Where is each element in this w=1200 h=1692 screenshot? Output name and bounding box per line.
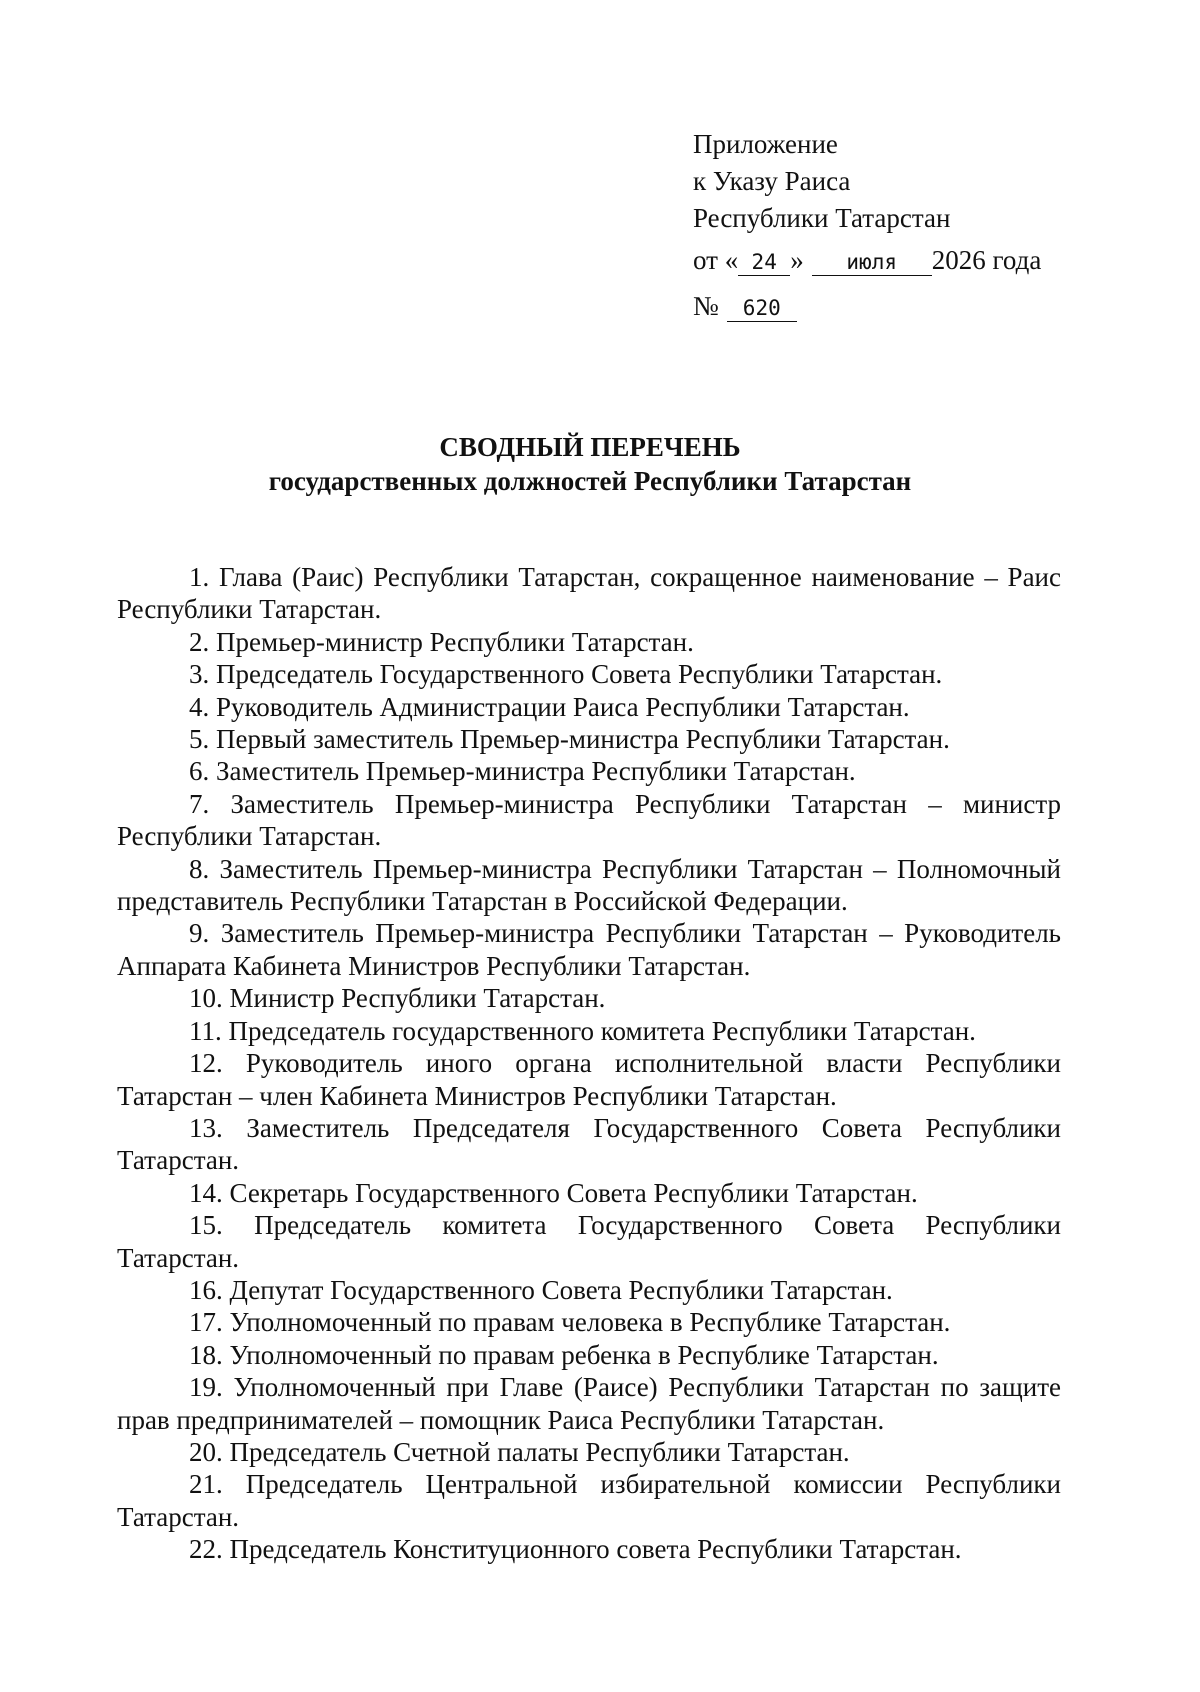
republic-name: Республики Татарстан (693, 203, 951, 233)
list-item: 12. Руководитель иного органа исполнительной власти Республики Татарстан – член Кабинета Министров Республики Татарстан. (117, 1048, 1061, 1111)
decree-number (693, 291, 797, 322)
list-item: 1. Глава (Раис) Республики Татарстан, сокращенное наименование – Раис Республики Татарстан. (117, 562, 1061, 625)
list-item: 16. Депутат Государственного Совета Республики Татарстан. (189, 1274, 893, 1305)
date-day: 24 (738, 249, 790, 276)
list-item: 3. Председатель Государственного Совета Республики Татарстан. (189, 659, 943, 690)
list-item: 8. Заместитель Премьер-министра Республики Татарстан – Полномочный представитель Республики Татарстан в Российской Федерации. (117, 853, 1061, 917)
list-item: 17. Уполномоченный по правам человека в Республике Татарстан. (189, 1307, 951, 1338)
list-item: 2. Премьер-министр Республики Татарстан. (189, 626, 694, 657)
appendix-block (693, 126, 1153, 237)
list-item: 11. Председатель государственного комитета Республики Татарстан. (189, 1015, 976, 1046)
list-item: 7. Заместитель Премьер-министра Республики Татарстан – министр Республики Татарстан. (117, 788, 1061, 852)
list-item: 20. Председатель Счетной палаты Республики Татарстан. (189, 1436, 850, 1467)
number-sign: № (693, 291, 719, 321)
list-item: 4. Руководитель Администрации Раиса Республики Татарстан. (189, 691, 910, 722)
positions-list (117, 561, 1061, 1566)
list-item: 21. Председатель Центральной избирательной комиссии Республики Татарстан. (117, 1469, 1061, 1532)
list-item: 13. Заместитель Председателя Государственного Совета Республики Татарстан. (117, 1112, 1061, 1176)
list-item: 9. Заместитель Премьер-министра Республики Татарстан – Руководитель Аппарата Кабинета Министров Республики Татарстан. (117, 918, 1061, 981)
list-item: 5. Первый заместитель Премьер-министра Республики Татарстан. (189, 724, 950, 755)
list-item: 18. Уполномоченный по правам ребенка в Республике Татарстан. (189, 1339, 939, 1370)
date-prefix: от « (693, 245, 739, 275)
date-quote-close: » (790, 245, 804, 275)
list-item: 22. Председатель Конституционного совета Республики Татарстан. (189, 1534, 962, 1565)
appendix-label: Приложение (693, 129, 838, 159)
decree-reference: к Указу Раиса (693, 166, 851, 196)
title-line-1: СВОДНЫЙ ПЕРЕЧЕНЬ (439, 432, 741, 462)
list-item: 15. Председатель комитета Государственного Совета Республики Татарстан. (117, 1210, 1061, 1273)
number-value: 620 (727, 295, 797, 322)
document-title (0, 430, 1180, 498)
list-item: 6. Заместитель Премьер-министра Республики Татарстан. (189, 756, 856, 787)
date-year: 2026 года (931, 245, 1042, 275)
date-month: июля (812, 249, 932, 276)
decree-date (693, 245, 1041, 276)
list-item: 14. Секретарь Государственного Совета Республики Татарстан. (189, 1177, 918, 1208)
list-item: 10. Министр Республики Татарстан. (189, 983, 606, 1014)
list-item: 19. Уполномоченный при Главе (Раисе) Республики Татарстан по защите прав предпринимателей – помощник Раиса Республики Татарстан. (117, 1372, 1061, 1435)
title-line-2: государственных должностей Республики Татарстан (268, 466, 912, 496)
